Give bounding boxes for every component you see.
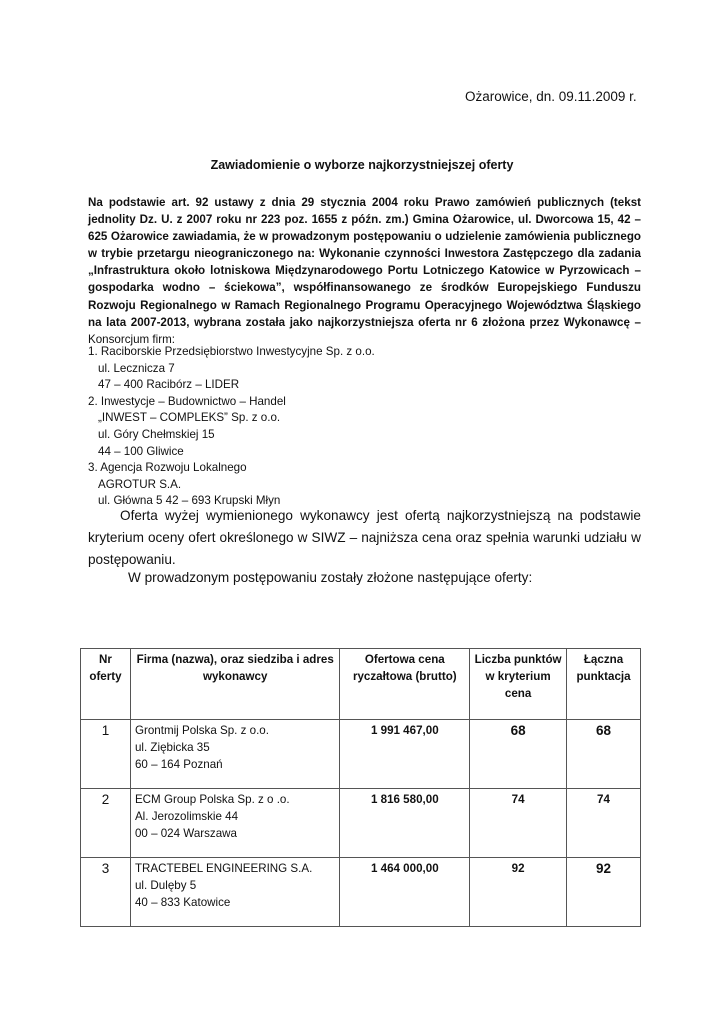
header-price: Ofertowa cena ryczałtowa (brutto): [340, 649, 470, 720]
cell-firm: [130, 858, 339, 927]
firm-line: „INWEST – COMPLEKS” Sp. z o.o.: [98, 411, 281, 425]
cell-points: 92: [470, 858, 567, 927]
firm-street: ul. Ziębicka 35: [134, 741, 210, 754]
table-header-row: [81, 649, 641, 720]
intro-bold: Na podstawie art. 92 ustawy z dnia 29 stycznia 2004 roku Prawo zamówień publicznych (tekst jednolity Dz. U. z 2007 roku nr 223 poz. 1655 z późn. zm.) Gmina Ożarowice, ul. Dworcowa 15, 42 – 625 Ożarowice zawiadamia, że w prowadzonym postępowaniu o udzielenie zamówienia publicznego w trybie przetargu nieograniczonego na: Wykonanie czynności Inwestora Zastępczego dla zadania „Infrastruktura około lotniskowa Międzynarodowego Portu Lotniczego Katowice w Pyrzowicach – gospodarka wodno – ściekowa”, współfinansowanego ze środków Europejskiego Funduszu Rozwoju Regionalnego w Ramach Regionalnego Programu Operacyjnego Województwa Śląskiego na lata 2007-2013, wybrana została jako najkorzystniejsza oferta nr 6 złożona przez Wykonawcę –: [88, 196, 641, 329]
firm-line: 1. Raciborskie Przedsiębiorstwo Inwestycyjne Sp. z o.o.: [88, 345, 375, 358]
firm-line: 44 – 100 Gliwice: [98, 444, 184, 458]
cell-price: 1 464 000,00: [340, 858, 470, 927]
cell-firm: [130, 720, 339, 789]
firm-city: 40 – 833 Katowice: [134, 896, 231, 909]
firm-street: ul. Dulęby 5: [134, 879, 197, 892]
intro-tail: Konsorcjum firm:: [88, 332, 175, 346]
offers-table: [80, 648, 641, 927]
cell-total: 68: [567, 720, 641, 789]
firm-3: [88, 460, 375, 510]
firm-name: ECM Group Polska Sp. z o .o.: [134, 793, 290, 806]
table-row: [81, 858, 641, 927]
cell-nr: 2: [81, 789, 131, 858]
header-points: Liczba punktów w kryterium cena: [470, 649, 567, 720]
consortium-list: [88, 344, 375, 510]
header-total: Łączna punktacja: [567, 649, 641, 720]
cell-firm: [130, 789, 339, 858]
cell-nr: 1: [81, 720, 131, 789]
justification-paragraph: Oferta wyżej wymienionego wykonawcy jest ofertą najkorzystniejszą na podstawie kryterium oceny ofert określonego w SIWZ – najniższa cena oraz spełnia warunki udziału w postępowaniu.: [88, 508, 641, 567]
header-nr: Nr oferty: [81, 649, 131, 720]
table-row: [81, 720, 641, 789]
firm-line: 47 – 400 Racibórz – LIDER: [98, 378, 240, 392]
cell-points: 74: [470, 789, 567, 858]
firm-line: AGROTUR S.A.: [98, 477, 182, 491]
table-row: [81, 789, 641, 858]
firm-line: 2. Inwestycje – Budownictwo – Handel: [88, 394, 286, 408]
date-line: Ożarowice, dn. 09.11.2009 r.: [465, 89, 637, 104]
cell-points: 68: [470, 720, 567, 789]
firm-street: Al. Jerozolimskie 44: [134, 810, 239, 823]
firm-2: [88, 394, 375, 460]
firm-city: 00 – 024 Warszawa: [134, 827, 237, 840]
cell-nr: 3: [81, 858, 131, 927]
firm-line: ul. Główna 5 42 – 693 Krupski Młyn: [98, 494, 281, 508]
cell-price: 1 991 467,00: [340, 720, 470, 789]
cell-price: 1 816 580,00: [340, 789, 470, 858]
firm-1: [88, 344, 375, 394]
firm-name: Grontmij Polska Sp. z o.o.: [134, 724, 269, 737]
firm-city: 60 – 164 Poznań: [134, 758, 223, 771]
firm-line: ul. Góry Chełmskiej 15: [98, 427, 215, 441]
firm-name: TRACTEBEL ENGINEERING S.A.: [134, 862, 313, 875]
cell-total: 74: [567, 789, 641, 858]
document-title: Zawiadomienie o wyborze najkorzystniejszej oferty: [210, 158, 514, 172]
intro-paragraph: [88, 194, 641, 348]
firm-line: 3. Agencja Rozwoju Lokalnego: [88, 461, 247, 475]
cell-total: 92: [567, 858, 641, 927]
header-firm: Firma (nazwa), oraz siedziba i adres wykonawcy: [130, 649, 339, 720]
firm-line: ul. Lecznicza 7: [98, 361, 175, 375]
offers-intro: W prowadzonym postępowaniu zostały złożone następujące oferty:: [128, 570, 533, 585]
